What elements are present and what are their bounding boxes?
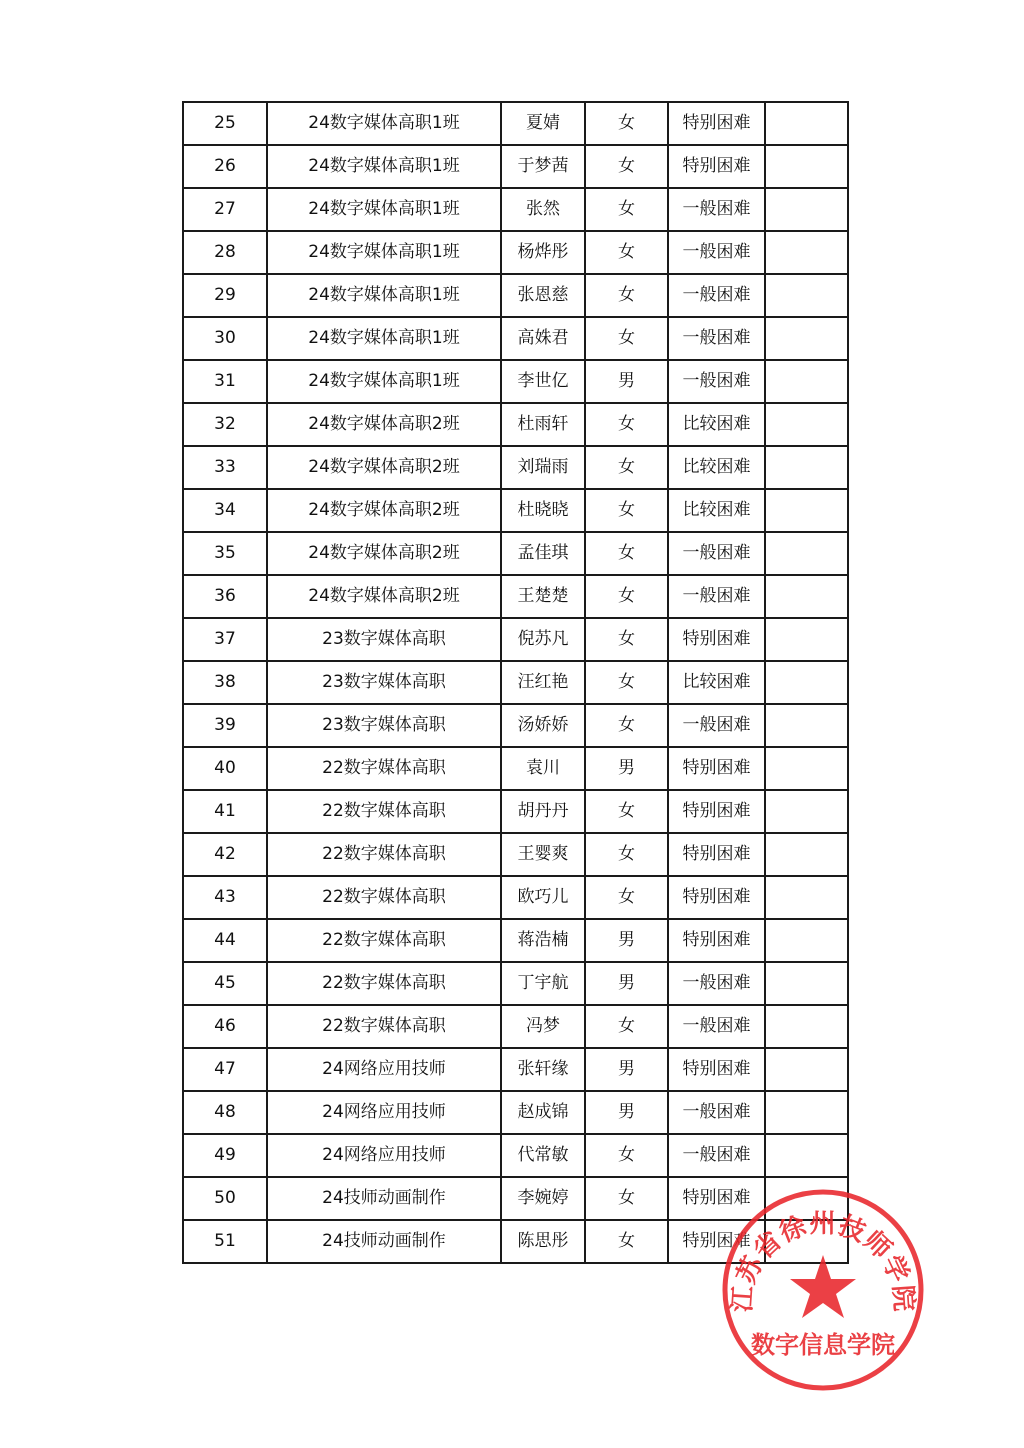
cell-name: 汪红艳 xyxy=(501,661,585,704)
cell-hardship-level: 特别困难 xyxy=(668,833,765,876)
cell-gender: 女 xyxy=(585,403,668,446)
cell-note xyxy=(765,231,848,274)
cell-number: 32 xyxy=(183,403,267,446)
table-row xyxy=(183,962,848,1005)
cell-number: 50 xyxy=(183,1177,267,1220)
cell-note xyxy=(765,145,848,188)
cell-name: 丁宇航 xyxy=(501,962,585,1005)
cell-class: 24数字媒体高职2班 xyxy=(267,532,501,575)
cell-name: 张轩缘 xyxy=(501,1048,585,1091)
cell-name: 汤娇娇 xyxy=(501,704,585,747)
cell-hardship-level: 特别困难 xyxy=(668,1220,765,1263)
cell-note xyxy=(765,661,848,704)
cell-note xyxy=(765,704,848,747)
cell-class: 24数字媒体高职1班 xyxy=(267,145,501,188)
cell-hardship-level: 特别困难 xyxy=(668,618,765,661)
cell-number: 51 xyxy=(183,1220,267,1263)
cell-gender: 男 xyxy=(585,1091,668,1134)
cell-gender: 女 xyxy=(585,790,668,833)
cell-number: 46 xyxy=(183,1005,267,1048)
table-row xyxy=(183,1134,848,1177)
table-row xyxy=(183,489,848,532)
cell-class: 24网络应用技师 xyxy=(267,1048,501,1091)
cell-note xyxy=(765,575,848,618)
cell-name: 王楚楚 xyxy=(501,575,585,618)
cell-hardship-level: 特别困难 xyxy=(668,102,765,145)
table-row xyxy=(183,102,848,145)
cell-note xyxy=(765,274,848,317)
cell-name: 倪苏凡 xyxy=(501,618,585,661)
cell-number: 44 xyxy=(183,919,267,962)
svg-text:江苏省徐州技师学院: 江苏省徐州技师学院 xyxy=(727,1209,919,1314)
cell-number: 43 xyxy=(183,876,267,919)
cell-gender: 女 xyxy=(585,317,668,360)
cell-note xyxy=(765,790,848,833)
table-row xyxy=(183,317,848,360)
cell-class: 22数字媒体高职 xyxy=(267,1005,501,1048)
cell-number: 31 xyxy=(183,360,267,403)
table-row xyxy=(183,575,848,618)
cell-number: 49 xyxy=(183,1134,267,1177)
table-row xyxy=(183,876,848,919)
cell-note xyxy=(765,532,848,575)
cell-class: 24网络应用技师 xyxy=(267,1134,501,1177)
cell-hardship-level: 一般困难 xyxy=(668,317,765,360)
cell-name: 袁川 xyxy=(501,747,585,790)
cell-name: 陈思彤 xyxy=(501,1220,585,1263)
cell-note xyxy=(765,876,848,919)
cell-note xyxy=(765,188,848,231)
cell-hardship-level: 特别困难 xyxy=(668,145,765,188)
cell-name: 胡丹丹 xyxy=(501,790,585,833)
cell-class: 24数字媒体高职2班 xyxy=(267,403,501,446)
cell-hardship-level: 特别困难 xyxy=(668,876,765,919)
cell-class: 24数字媒体高职1班 xyxy=(267,102,501,145)
cell-number: 36 xyxy=(183,575,267,618)
cell-hardship-level: 一般困难 xyxy=(668,1005,765,1048)
cell-hardship-level: 比较困难 xyxy=(668,489,765,532)
cell-number: 45 xyxy=(183,962,267,1005)
cell-hardship-level: 特别困难 xyxy=(668,1048,765,1091)
cell-name: 李婉婷 xyxy=(501,1177,585,1220)
cell-class: 23数字媒体高职 xyxy=(267,661,501,704)
cell-number: 37 xyxy=(183,618,267,661)
cell-name: 代常敏 xyxy=(501,1134,585,1177)
cell-note xyxy=(765,833,848,876)
cell-note xyxy=(765,403,848,446)
cell-name: 刘瑞雨 xyxy=(501,446,585,489)
cell-name: 杨烨彤 xyxy=(501,231,585,274)
cell-hardship-level: 一般困难 xyxy=(668,231,765,274)
cell-gender: 女 xyxy=(585,1005,668,1048)
cell-gender: 女 xyxy=(585,876,668,919)
cell-class: 23数字媒体高职 xyxy=(267,618,501,661)
cell-name: 冯梦 xyxy=(501,1005,585,1048)
cell-number: 47 xyxy=(183,1048,267,1091)
cell-note xyxy=(765,618,848,661)
cell-number: 42 xyxy=(183,833,267,876)
cell-note xyxy=(765,446,848,489)
cell-name: 孟佳琪 xyxy=(501,532,585,575)
cell-name: 于梦茜 xyxy=(501,145,585,188)
table-row xyxy=(183,1091,848,1134)
cell-gender: 女 xyxy=(585,618,668,661)
cell-gender: 女 xyxy=(585,274,668,317)
cell-number: 33 xyxy=(183,446,267,489)
cell-note xyxy=(765,919,848,962)
cell-name: 张然 xyxy=(501,188,585,231)
svg-text:数字信息学院: 数字信息学院 xyxy=(751,1330,895,1359)
cell-class: 22数字媒体高职 xyxy=(267,962,501,1005)
cell-number: 39 xyxy=(183,704,267,747)
cell-class: 24技师动画制作 xyxy=(267,1220,501,1263)
cell-hardship-level: 比较困难 xyxy=(668,403,765,446)
cell-class: 22数字媒体高职 xyxy=(267,790,501,833)
table-row xyxy=(183,704,848,747)
roster-body xyxy=(183,102,848,1263)
table-row xyxy=(183,1177,848,1220)
table-row xyxy=(183,532,848,575)
cell-hardship-level: 比较困难 xyxy=(668,446,765,489)
cell-note xyxy=(765,1048,848,1091)
cell-gender: 男 xyxy=(585,919,668,962)
cell-class: 24数字媒体高职2班 xyxy=(267,489,501,532)
cell-name: 高姝君 xyxy=(501,317,585,360)
cell-note xyxy=(765,317,848,360)
cell-note xyxy=(765,747,848,790)
cell-gender: 女 xyxy=(585,833,668,876)
cell-hardship-level: 特别困难 xyxy=(668,790,765,833)
cell-gender: 女 xyxy=(585,704,668,747)
cell-name: 杜晓晓 xyxy=(501,489,585,532)
cell-hardship-level: 一般困难 xyxy=(668,1134,765,1177)
cell-gender: 女 xyxy=(585,661,668,704)
cell-class: 24技师动画制作 xyxy=(267,1177,501,1220)
cell-class: 22数字媒体高职 xyxy=(267,747,501,790)
cell-hardship-level: 一般困难 xyxy=(668,274,765,317)
cell-gender: 女 xyxy=(585,489,668,532)
table-row xyxy=(183,833,848,876)
table-row xyxy=(183,1220,848,1263)
cell-number: 38 xyxy=(183,661,267,704)
table-row xyxy=(183,661,848,704)
cell-gender: 女 xyxy=(585,532,668,575)
cell-gender: 女 xyxy=(585,231,668,274)
cell-hardship-level: 特别困难 xyxy=(668,747,765,790)
cell-number: 34 xyxy=(183,489,267,532)
cell-gender: 男 xyxy=(585,1048,668,1091)
cell-hardship-level: 一般困难 xyxy=(668,575,765,618)
cell-hardship-level: 特别困难 xyxy=(668,1177,765,1220)
cell-hardship-level: 一般困难 xyxy=(668,962,765,1005)
cell-hardship-level: 一般困难 xyxy=(668,1091,765,1134)
cell-number: 35 xyxy=(183,532,267,575)
cell-number: 30 xyxy=(183,317,267,360)
cell-note xyxy=(765,962,848,1005)
table-row xyxy=(183,747,848,790)
cell-name: 王婴爽 xyxy=(501,833,585,876)
cell-gender: 女 xyxy=(585,1177,668,1220)
cell-name: 赵成锦 xyxy=(501,1091,585,1134)
star-icon xyxy=(790,1255,856,1318)
cell-number: 29 xyxy=(183,274,267,317)
table-row xyxy=(183,790,848,833)
cell-gender: 女 xyxy=(585,575,668,618)
cell-hardship-level: 一般困难 xyxy=(668,360,765,403)
cell-class: 22数字媒体高职 xyxy=(267,833,501,876)
cell-number: 26 xyxy=(183,145,267,188)
cell-name: 张恩慈 xyxy=(501,274,585,317)
cell-note xyxy=(765,1005,848,1048)
cell-number: 41 xyxy=(183,790,267,833)
cell-gender: 女 xyxy=(585,446,668,489)
cell-note xyxy=(765,1220,848,1263)
table-row xyxy=(183,1005,848,1048)
table-row xyxy=(183,360,848,403)
cell-name: 夏婧 xyxy=(501,102,585,145)
cell-note xyxy=(765,1091,848,1134)
cell-hardship-level: 特别困难 xyxy=(668,919,765,962)
cell-name: 李世亿 xyxy=(501,360,585,403)
cell-note xyxy=(765,489,848,532)
cell-gender: 女 xyxy=(585,188,668,231)
cell-note xyxy=(765,360,848,403)
cell-note xyxy=(765,1134,848,1177)
table-row xyxy=(183,446,848,489)
cell-name: 蒋浩楠 xyxy=(501,919,585,962)
cell-hardship-level: 一般困难 xyxy=(668,704,765,747)
table-row xyxy=(183,403,848,446)
cell-hardship-level: 一般困难 xyxy=(668,532,765,575)
cell-note xyxy=(765,1177,848,1220)
cell-gender: 男 xyxy=(585,962,668,1005)
cell-number: 48 xyxy=(183,1091,267,1134)
cell-class: 24数字媒体高职2班 xyxy=(267,575,501,618)
cell-class: 24数字媒体高职1班 xyxy=(267,274,501,317)
cell-number: 28 xyxy=(183,231,267,274)
table-row xyxy=(183,231,848,274)
cell-class: 24数字媒体高职2班 xyxy=(267,446,501,489)
cell-class: 22数字媒体高职 xyxy=(267,876,501,919)
cell-class: 24数字媒体高职1班 xyxy=(267,317,501,360)
table-row xyxy=(183,1048,848,1091)
cell-note xyxy=(765,102,848,145)
cell-gender: 女 xyxy=(585,145,668,188)
cell-gender: 女 xyxy=(585,1134,668,1177)
cell-name: 欧巧儿 xyxy=(501,876,585,919)
cell-class: 24数字媒体高职1班 xyxy=(267,231,501,274)
student-roster-table xyxy=(182,101,849,1264)
cell-number: 40 xyxy=(183,747,267,790)
cell-class: 24数字媒体高职1班 xyxy=(267,188,501,231)
table-row xyxy=(183,618,848,661)
table-row xyxy=(183,274,848,317)
cell-name: 杜雨轩 xyxy=(501,403,585,446)
cell-gender: 女 xyxy=(585,102,668,145)
table-row xyxy=(183,919,848,962)
cell-class: 22数字媒体高职 xyxy=(267,919,501,962)
cell-class: 23数字媒体高职 xyxy=(267,704,501,747)
table-row xyxy=(183,188,848,231)
cell-hardship-level: 一般困难 xyxy=(668,188,765,231)
cell-number: 25 xyxy=(183,102,267,145)
cell-gender: 男 xyxy=(585,360,668,403)
cell-hardship-level: 比较困难 xyxy=(668,661,765,704)
cell-class: 24网络应用技师 xyxy=(267,1091,501,1134)
table-row xyxy=(183,145,848,188)
cell-number: 27 xyxy=(183,188,267,231)
cell-class: 24数字媒体高职1班 xyxy=(267,360,501,403)
cell-gender: 男 xyxy=(585,747,668,790)
cell-gender: 女 xyxy=(585,1220,668,1263)
